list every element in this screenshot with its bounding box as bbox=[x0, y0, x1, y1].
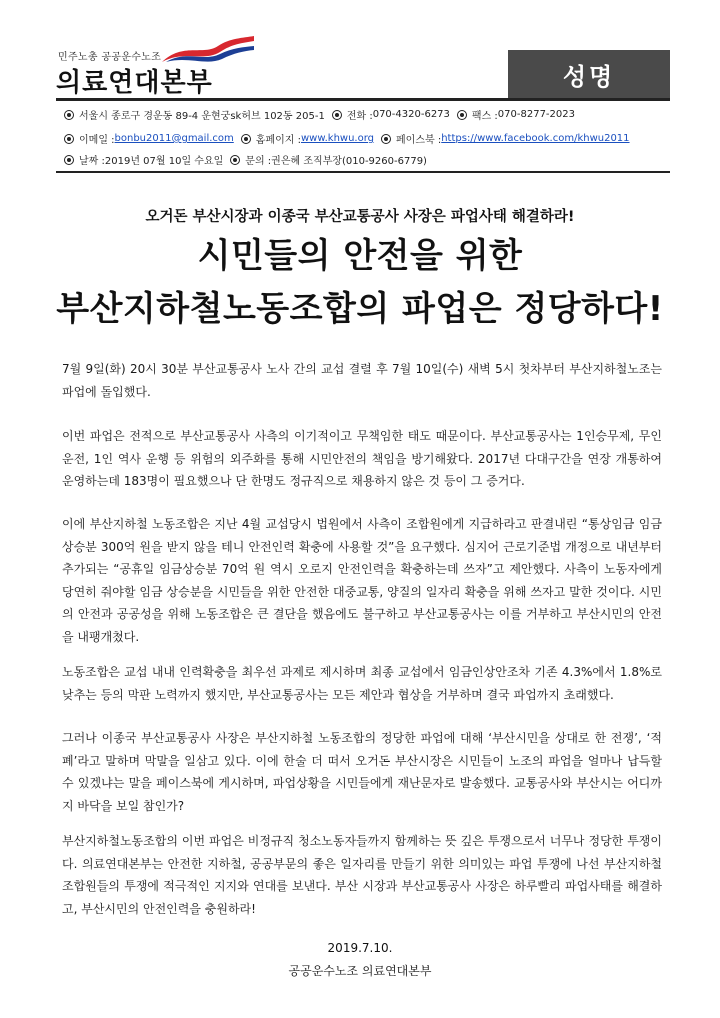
phone: 070-4320-6273 bbox=[372, 109, 450, 120]
contact-label: 문의 : bbox=[245, 156, 272, 167]
homepage-link[interactable]: www.khwu.org bbox=[300, 133, 375, 144]
bullet-icon bbox=[64, 110, 74, 120]
facebook-label: 페이스북 : bbox=[396, 135, 442, 146]
subheadline: 오거돈 부산시장과 이종국 부산교통공사 사장은 파업사태 해결하라! bbox=[145, 209, 575, 225]
signature-date: 2019.7.10. bbox=[327, 941, 393, 955]
flag-icon bbox=[158, 32, 258, 64]
homepage-label: 홈페이지 : bbox=[255, 135, 301, 146]
bullet-icon bbox=[332, 110, 342, 120]
title-line-2: 부산지하철노동조합의 파업은 정당하다! bbox=[56, 289, 664, 329]
email-label: 이메일 : bbox=[79, 135, 115, 146]
info-line-date bbox=[62, 152, 427, 167]
date-label: 날짜 : bbox=[79, 156, 105, 167]
bullet-icon bbox=[64, 155, 74, 165]
title-line-1: 시민들의 안전을 위한 bbox=[197, 236, 523, 276]
bullet-icon bbox=[381, 134, 391, 144]
doc-type-badge: 성명 bbox=[508, 50, 670, 98]
header-divider-top bbox=[56, 98, 670, 101]
date: 2019년 07월 10일 수요일 bbox=[104, 156, 224, 167]
bullet-icon bbox=[241, 134, 251, 144]
phone-label: 전화 : bbox=[346, 111, 373, 122]
org-name: 의료연대본부 bbox=[56, 68, 213, 98]
info-line-address bbox=[62, 107, 575, 122]
fax-label: 팩스 : bbox=[471, 111, 498, 122]
paragraph-1: 7월 9일(화) 20시 30분 부산교통공사 노사 간의 교섭 결렬 후 7월 10일(수) 새벽 5시 첫차부터 부산지하철노조는 파업에 돌입했다. bbox=[62, 362, 662, 399]
paragraph-4: 노동조합은 교섭 내내 인력확충을 최우선 과제로 제시하며 최종 교섭에서 임금인상안조차 기존 4.3%에서 1.8%로 낮추는 등의 막판 노력까지 했지만, 부산교통공사는 모든 제안과 협상을 거부하며 결국 파업까지 초래했다. bbox=[62, 665, 662, 702]
facebook-link[interactable]: https://www.facebook.com/khwu2011 bbox=[441, 133, 630, 144]
email-link[interactable]: bonbu2011@gmail.com bbox=[114, 133, 234, 144]
fax: 070-8277-2023 bbox=[497, 109, 575, 120]
info-line-links bbox=[62, 131, 630, 146]
bullet-icon bbox=[64, 134, 74, 144]
org-sub-name: 민주노총 공공운수노조 bbox=[58, 52, 162, 63]
paragraph-2: 이번 파업은 전적으로 부산교통공사 사측의 이기적이고 무책임한 태도 때문이다. 부산교통공사는 1인승무제, 무인운전, 1인 역사 운행 등 위험의 외주화를 통해 시민안전의 책임을 방기해왔다. 2017년 다대구간을 연장 개통하여 운영하는데 183명이 필요했으나 단 한명도 정규직으로 채용하지 않은 것 등이 그 증거다. bbox=[62, 429, 662, 488]
bullet-icon bbox=[230, 155, 240, 165]
paragraph-5: 그러나 이종국 부산교통공사 사장은 부산지하철 노동조합의 정당한 파업에 대해 ‘부산시민을 상대로 한 전쟁’, ‘적폐’라고 말하며 막말을 일삼고 있다. 이에 한술 더 떠서 오거돈 부산시장은 시민들이 노조의 파업을 얼마나 납득할 수 있겠냐는 말을 페이스북에 게시하며, 파업상황을 시민들에게 재난문자로 발송했다. 교통공사와 부산시는 어디까지 바닥을 보일 참인가? bbox=[62, 731, 662, 813]
bullet-icon bbox=[457, 110, 467, 120]
header-divider-bottom bbox=[56, 171, 670, 173]
signature-org: 공공운수노조 의료연대본부 bbox=[288, 964, 432, 978]
org-logo bbox=[56, 30, 256, 100]
paragraph-3: 이에 부산지하철 노동조합은 지난 4월 교섭당시 법원에서 사측이 조합원에게 지급하라고 판결내린 “통상임금 임금 상승분 300억 원을 받지 않을 테니 안전인력 확충에 사용할 것”을 요구했다. 심지어 근로기준법 개정으로 내년부터 추가되는 “공휴일 임금상승분 70억 원 역시 오로지 안전인력을 확충하는데 쓰자”고 제안했다. 사측이 노동자에게 당연히 줘야할 임금 상승분을 시민들을 위한 안전한 대중교통, 양질의 일자리 확충을 위해 쓰자고 말한 것이다. 시민의 안전과 공공성을 위해 노동조합은 큰 결단을 했음에도 불구하고 부산교통공사는 이를 거부하고 부산시민의 안전을 내팽개쳤다. bbox=[62, 517, 662, 644]
contact: 권은혜 조직부장(010-9260-6779) bbox=[271, 156, 427, 167]
paragraph-6: 부산지하철노동조합의 이번 파업은 비정규직 청소노동자들까지 함께하는 뜻 깊은 투쟁으로서 너무나 정당한 투쟁이다. 의료연대본부는 안전한 지하철, 공공부문의 좋은 일자리를 만들기 위한 의미있는 파업 투쟁에 나선 부산지하철조합원들의 투쟁에 적극적인 지지와 연대를 보낸다. 부산 시장과 부산교통공사 사장은 하루빨리 파업사태를 해결하고, 부산시민의 안전인력을 충원하라! bbox=[62, 834, 662, 916]
address: 서울시 종로구 경운동 89-4 운현궁sk허브 102동 205-1 bbox=[79, 111, 325, 122]
